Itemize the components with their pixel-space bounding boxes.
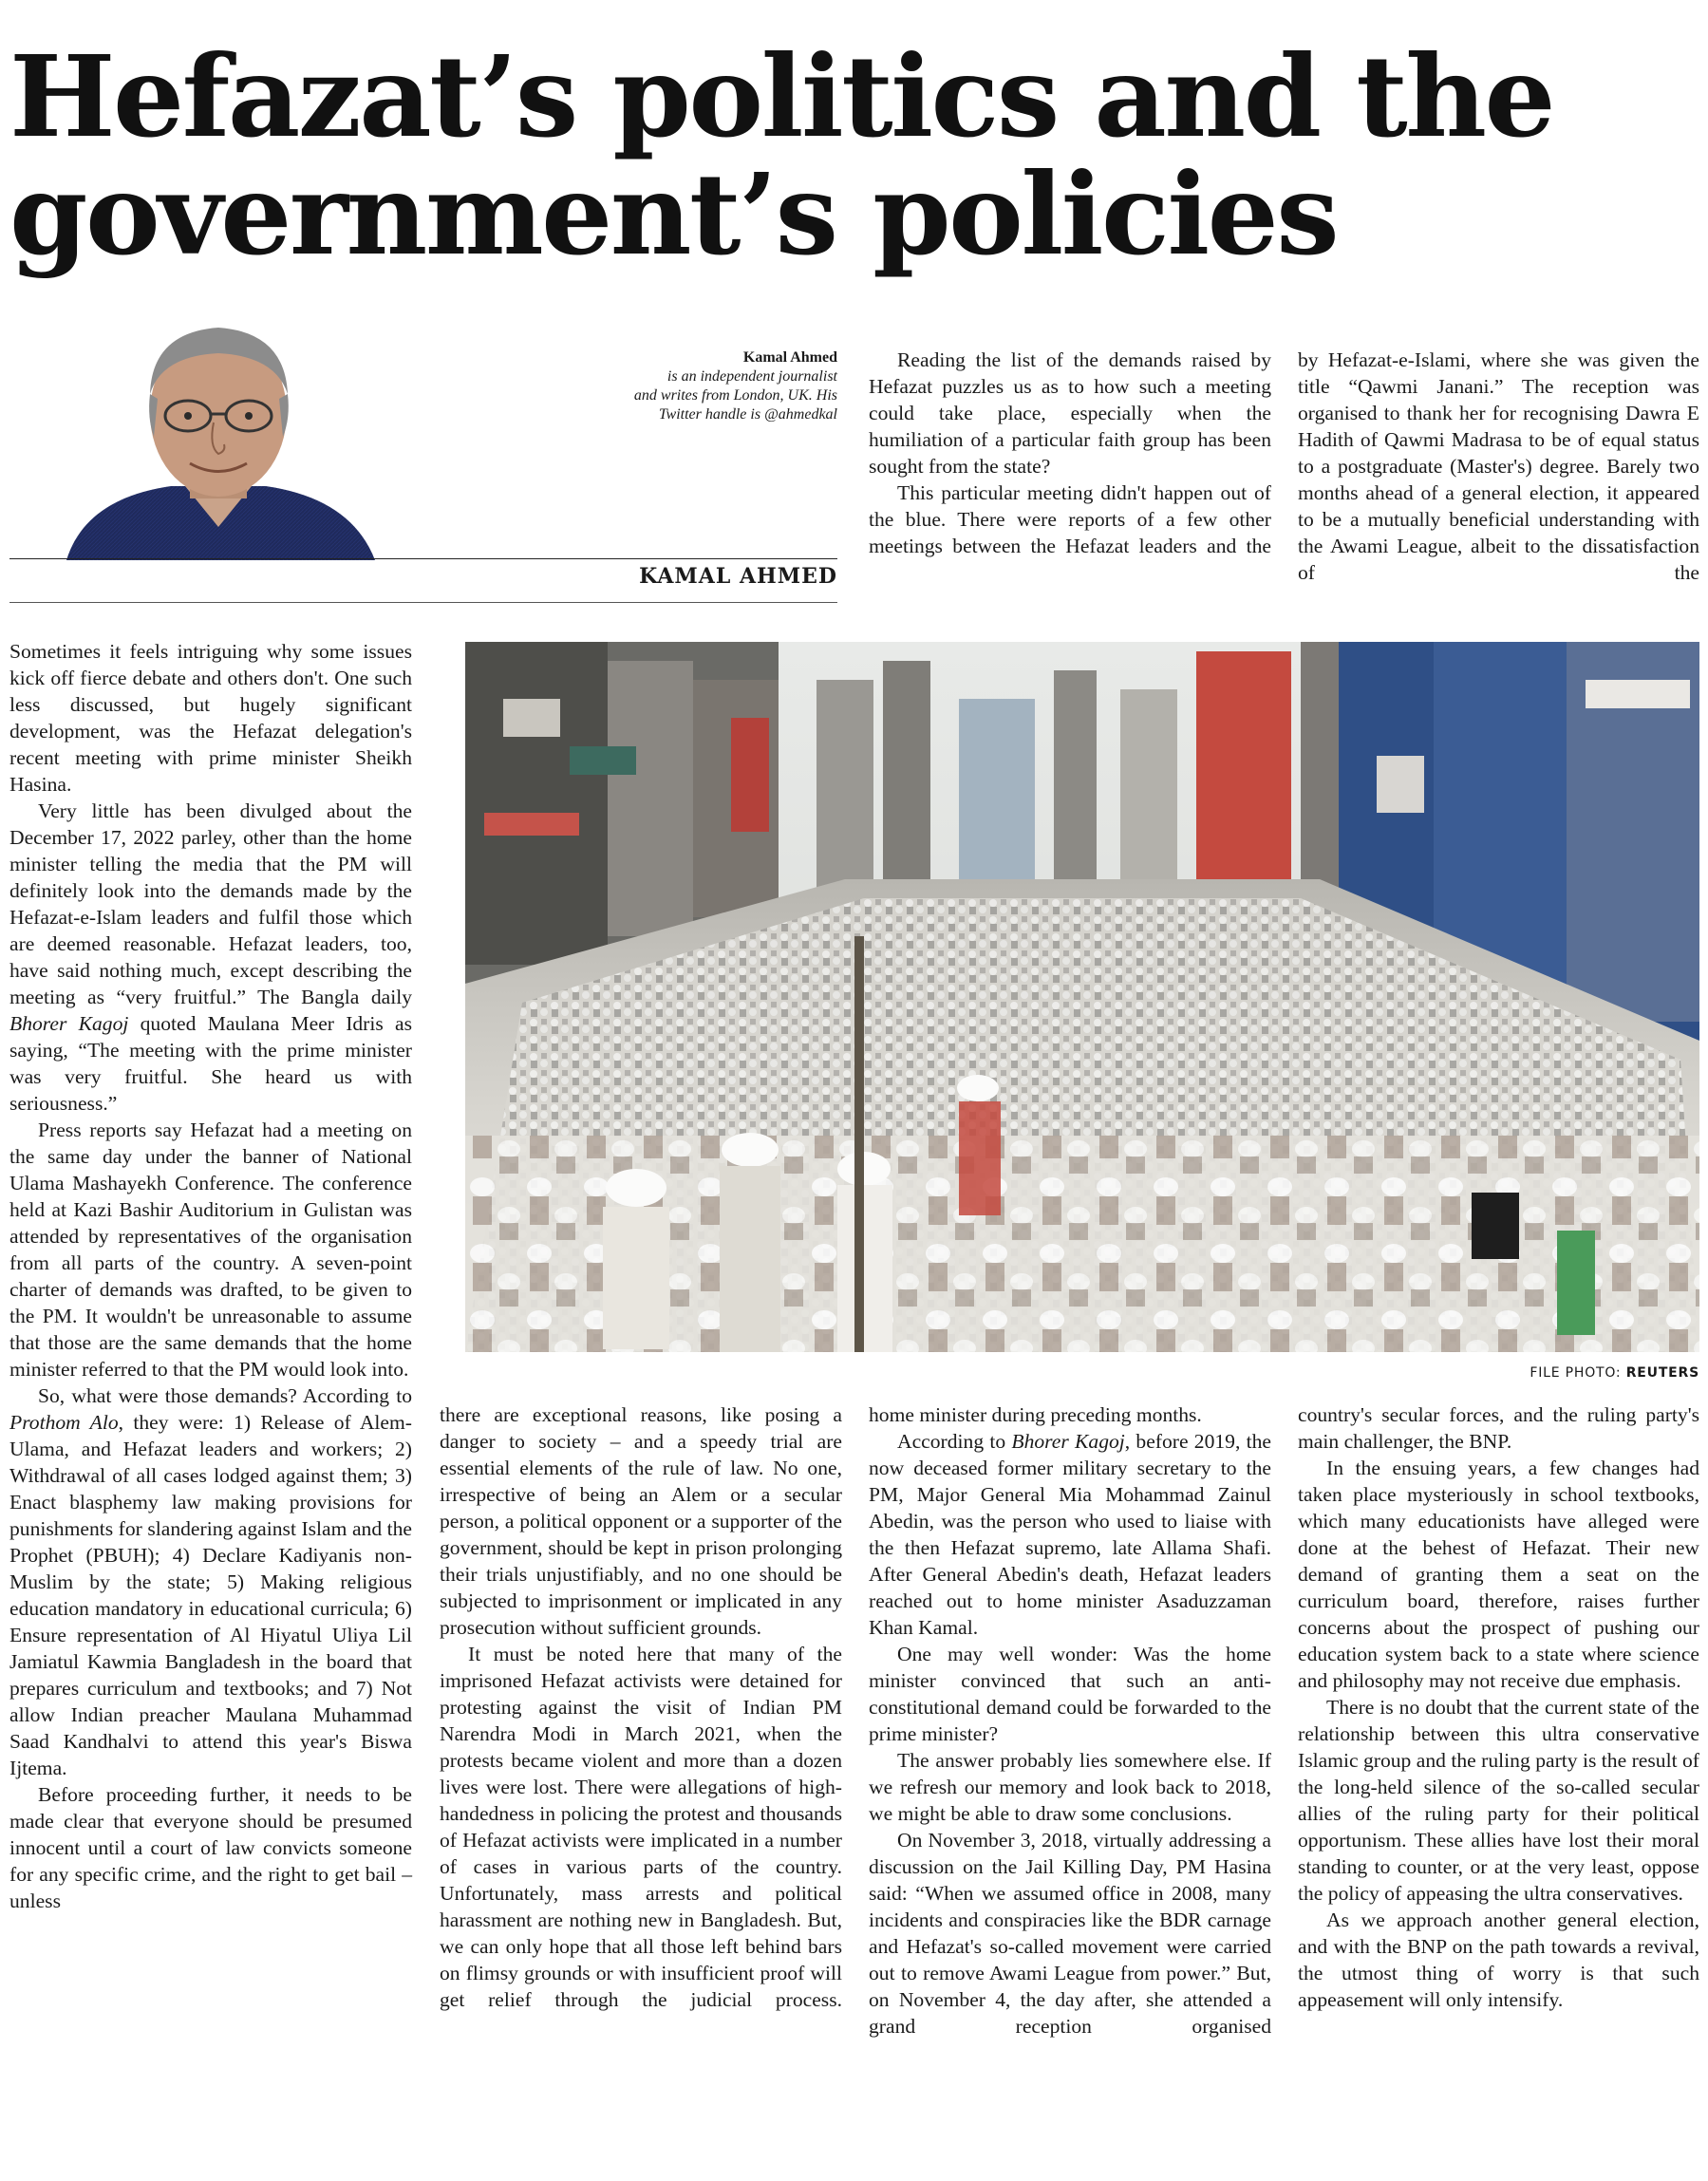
col1-paragraph-3: Press reports say Hefazat had a meeting on the same day under the banner of National Ulama Mashayekh Conference. The conference held at Kazi Bashir Auditorium in Gulistan was attended by representatives of the organisation from all parts of the country. A seven-point charter of demands was drafted, to be given to the PM. It wouldn't be unreasonable to assume that those are the same demands that the home minister referred to that the PM would look into. [9, 1119, 412, 1381]
col4-paragraph-1: country's secular forces, and the ruling party's main challenger, the BNP. [1298, 1403, 1699, 1453]
col1-paragraph-4: So, what were those demands? According to Prothom Alo, they were: 1) Release of Alem-Ulama, and Hefazat leaders and workers; 2) Withdrawal of all cases lodged against them; 3) Enact blasphemy law making provisions for punishments for slandering against Islam and the Prophet (PBUH); 4) Declare Kadiyanis non-Muslim by the state; 5) Making religious education mandatory in educational curricula; 6) Ensure representation of Al Hiyatul Uliya Lil Jamiatul Kawmia Bangladesh in the board that prepares curriculum and textbooks; and 7) Not allow Indian preacher Maulana Muhammad Saad Kandhalvi to attend this year's Biswa Ijtema. [9, 1384, 413, 1779]
col1-paragraph-1: Sometimes it feels intriguing why some issues kick off fierce debate and others don't. One such less discussed, but hugely significant development, was the Hefazat delegation's recent meeting with prime minister Sheikh Hasina. [9, 640, 412, 796]
author-portrait [57, 323, 380, 560]
author-description-line-1: is an independent journalist [666, 368, 837, 385]
column-2 [440, 1401, 842, 2013]
column-3-top [869, 347, 1271, 559]
headline [9, 30, 1699, 280]
author-name: Kamal Ahmed [742, 349, 837, 366]
column-4 [1298, 1401, 1699, 2013]
author-description-line-3: Twitter handle is @ahmedkal [658, 406, 837, 423]
col4-paragraph-3: There is no doubt that the current state of the relationship between this ultra conservative Islamic group and the ruling party is the result of the long-held silence of the so-called secular allies of the ruling party for their political opportunism. These allies have lost their moral standing to counter, or at the very least, oppose the policy of appeasing the ultra conservatives. [1298, 1696, 1699, 1905]
col4-paragraph-4: As we approach another general election, and with the BNP on the path towards a revival, the utmost thing of worry is that such appeasement will only intensify. [1298, 1908, 1699, 2011]
author-description-line-2: and writes from London, UK. His [633, 387, 837, 404]
col3-paragraph-2: According to Bhorer Kagoj, before 2019, the now deceased former military secretary to the PM, Major General Mia Mohammad Zainul Abedin, was the person who used to liaise with the then Hefazat supremo, late Allama Shafi. After General Abedin's death, Hefazat leaders reached out to home minister Asaduzzaman Khan Kamal. [869, 1430, 1271, 1639]
col3-top-paragraph-1: Reading the list of the demands raised by Hefazat puzzles us as to how such a meeting could take place, especially when the humiliation of a particular faith group has been sought from the state? [869, 348, 1271, 478]
headline-line-2: government’s policies [9, 148, 1338, 280]
protest-photo [465, 642, 1699, 1352]
col3-paragraph-5: On November 3, 2018, virtually addressing a discussion on the Jail Killing Day, PM Hasina said: “When we assumed office in 2008, many incidents and conspiracies like the BDR carnage and Hefazat's so-called movement were carried out to remove Awami League from power.” But, on November 4, the day after, she attended a grand reception organised [869, 1829, 1271, 2038]
column-4-top [1298, 347, 1699, 586]
byline: KAMAL AHMED [639, 564, 837, 589]
column-3 [869, 1401, 1271, 2040]
col1-paragraph-2: Very little has been divulged about the December 17, 2022 parley, other than the home minister telling the media that the PM will definitely look into the demands made by the Hefazat-e-Islam leaders and fulfil those which are deemed reasonable. Hefazat leaders, too, have said nothing much, except describing the meeting as “very fruitful.” The Bangla daily Bhorer Kagoj quoted Maulana Meer Idris as saying, “The meeting with the prime minister was very fruitful. She heard us with seriousness.” [9, 799, 412, 1115]
photo-credit: FILE PHOTO: REUTERS [1530, 1365, 1699, 1381]
col2-paragraph-1: there are exceptional reasons, like posing a danger to society – and a speedy trial are essential elements of the rule of law. No one, irrespective of being an Alem or a secular person, a political opponent or a supporter of the government, should be kept in prison prolonging their trials unjustifiably, and no one should be subjected to imprisonment or implicated in any prosecution without sufficient grounds. [440, 1403, 842, 1639]
col3-top-paragraph-2: This particular meeting didn't happen out of the blue. There were reports of a few other meetings between the Hefazat leaders and the [869, 481, 1271, 557]
headline-line-1: Hefazat’s politics and the [9, 30, 1554, 162]
author-info [532, 348, 837, 424]
byline-rule [9, 558, 837, 559]
col1-paragraph-5: Before proceeding further, it needs to be made clear that everyone should be presumed innocent until a court of law convicts someone for any specific crime, and the right to get bail – unless [9, 1783, 412, 1912]
column-1 [9, 638, 412, 1914]
column-top-rule [9, 602, 837, 603]
col4-top-paragraph-1: by Hefazat-e-Islami, where she was given the title “Qawmi Janani.” The reception was organised to thank her for recognising Dawra E Hadith of Qawmi Madrasa to be of equal status to a postgraduate (Master's) degree. Barely two months ahead of a general election, it appeared to be a mutually beneficial understanding with the Awami League, albeit to the dissatisfaction of the [1298, 348, 1699, 584]
col3-paragraph-4: The answer probably lies somewhere else. If we refresh our memory and look back to 2018, we might be able to draw some conclusions. [869, 1749, 1271, 1825]
col2-paragraph-2: It must be noted here that many of the imprisoned Hefazat activists were detained for protesting against the visit of Indian PM Narendra Modi in March 2021, when the protests became violent and more than a dozen lives were lost. There were allegations of high-handedness in policing the protest and thousands of Hefazat activists were implicated in a number of cases in various parts of the country. Unfortunately, mass arrests and political harassment are nothing new in Bangladesh. But, we can only hope that all those left behind bars on flimsy grounds or with insufficient proof will get relief through the judicial process. [440, 1643, 842, 2011]
col3-paragraph-3: One may well wonder: Was the home minister convinced that such an anti-constitutional demand could be forwarded to the prime minister? [869, 1643, 1271, 1745]
col3-paragraph-1: home minister during preceding months. [869, 1403, 1202, 1426]
col4-paragraph-2: In the ensuing years, a few changes had taken place mysteriously in school textbooks, which many educationists have alleged were done at the behest of Hefazat. Their new demand of granting them a seat on the curriculum board, therefore, raises further concerns about the prospect of pushing our education system back to a state where science and philosophy may not receive due emphasis. [1298, 1457, 1699, 1692]
